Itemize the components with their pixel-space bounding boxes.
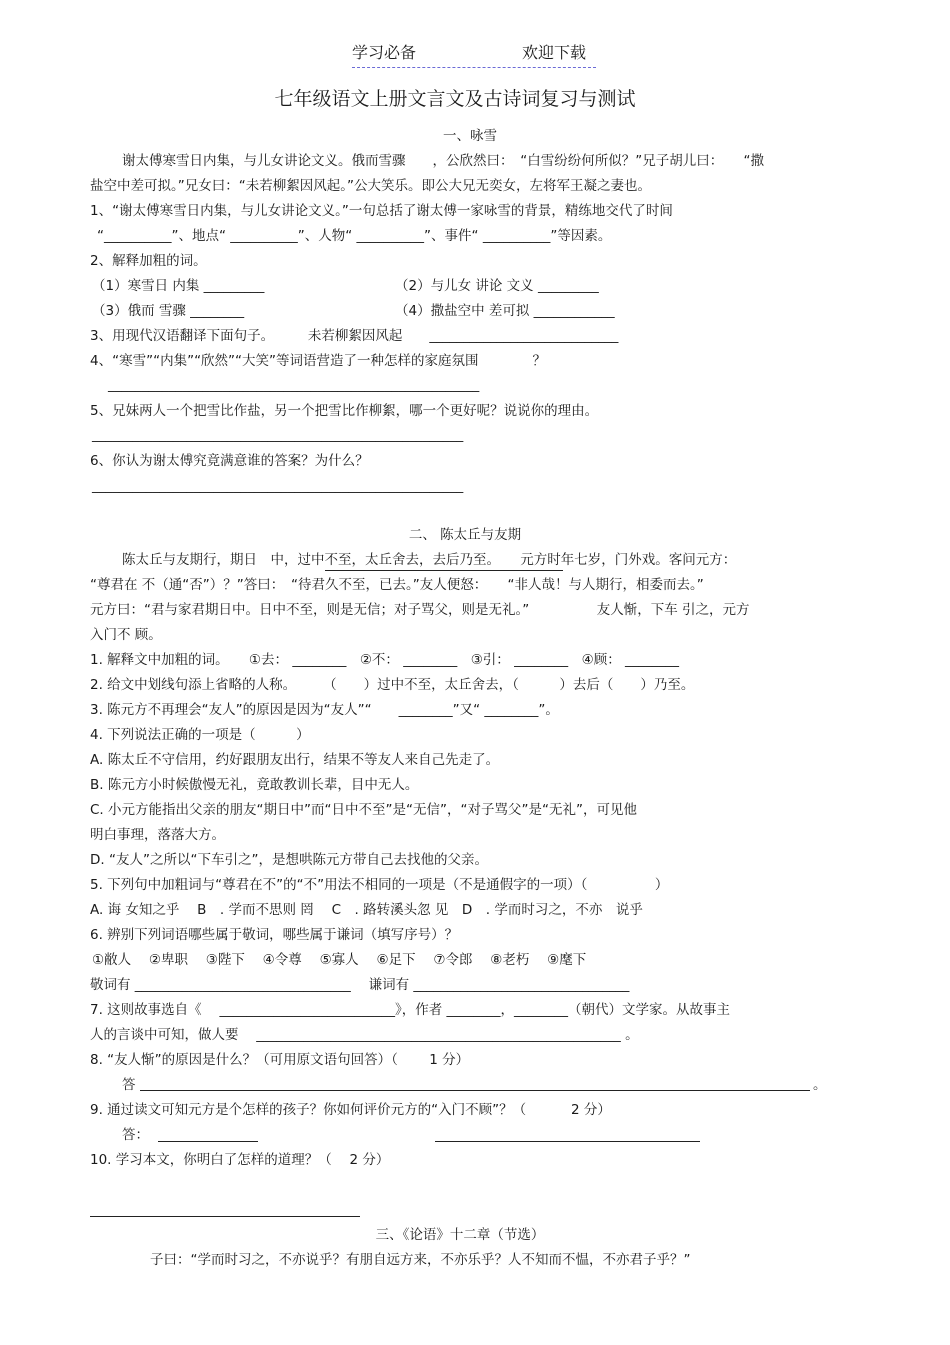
s2-q6-word-list: ①敝人 ②卑职 ③陛下 ④令尊 ⑤寡人 ⑥足下 ⑦令郎 ⑧老朽 ⑨麾下 <box>92 952 587 968</box>
section1-heading: 一、咏雪 <box>443 128 497 144</box>
s2-q5: 5. 下列句中加粗词与“尊君在不”的“不”用法不相同的一项是（不是通假字的一项）（ ） <box>90 877 669 893</box>
section3-para-line1: 子曰：“学而时习之，不亦说乎？有朋自远方来，不亦乐乎？人不知而不愠，不亦君子乎？” <box>150 1252 691 1268</box>
s2-q7-line1: 7. 这则故事选自《 __________________________》，作者 ________，________（朝代）文学家。从故事主 <box>90 1002 731 1018</box>
s1-q2-item2: （2）与儿女 讲论 文义 _________ <box>395 278 599 294</box>
section1-para-line1: 谢太傅寒雪日内集，与儿女讲论文义。俄而雪骤 ，公欣然曰： “白雪纷纷何所似？”兄子胡儿曰： “撒 <box>122 153 764 169</box>
s1-q4-answer-line[interactable]: _______________________________________________________ <box>108 377 480 393</box>
s1-q2-item3: （3）俄而 雪骤 ________ <box>92 303 245 319</box>
s1-q3: 3、用现代汉语翻译下面句子。 未若柳絮因风起 ____________________________ <box>90 328 619 344</box>
s2-q6-answer[interactable]: 敬词有 ________________________________ 谦词有 ________________________________ <box>90 977 630 993</box>
s2-q4-option-c-line2: 明白事理，落落大方。 <box>90 827 225 843</box>
section2-para-line4: 入门不 顾。 <box>90 627 162 643</box>
s1-q5-answer-line[interactable]: _______________________________________________________ <box>92 427 464 443</box>
s2-q4: 4. 下列说法正确的一项是（ ） <box>90 727 310 743</box>
s1-q5: 5、兄妹两人一个把雪比作盐，另一个把雪比作柳絮，哪一个更好呢？说说你的理由。 <box>90 403 599 419</box>
s1-q2: 2、解释加粗的词。 <box>90 253 207 269</box>
s1-q6-answer-line[interactable]: _______________________________________________________ <box>92 478 464 494</box>
s2-q9: 9. 通过读文可知元方是个怎样的孩子？你如何评价元方的“入门不顾”？（ 2 分） <box>90 1102 611 1118</box>
underlined-sentence-mark <box>325 570 563 571</box>
s1-q6: 6、你认为谢太傅究竟满意谁的答案？为什么？ <box>90 453 369 469</box>
s1-q1-line2: “__________”、地点“ __________”、人物“ __________”、事件“ __________”等因素。 <box>97 228 612 244</box>
s1-q4: 4、“寒雪”“内集”“欣然”“大笑”等词语营造了一种怎样的家庭氛围 ？ <box>90 353 547 369</box>
s2-q8-answer-end: 。 <box>813 1077 827 1093</box>
header-right: 欢迎下载 <box>522 43 587 62</box>
s2-q4-option-d: D. “友人”之所以“下车引之”，是想哄陈元方带自己去找他的父亲。 <box>90 852 488 868</box>
section2-heading: 二、 陈太丘与友期 <box>408 527 522 543</box>
s2-q8: 8. “友人惭”的原因是什么？（可用原文语句回答）（ 1 分） <box>90 1052 470 1068</box>
section2-para-line1: 陈太丘与友期行，期日 中，过中不至，太丘舍去，去后乃至。 元方时年七岁，门外戏。客问元方： <box>122 552 737 568</box>
s2-q10-answer-line[interactable] <box>90 1216 360 1217</box>
s2-q8-answer-line[interactable] <box>140 1090 810 1091</box>
s1-q2-item4: （4）撒盐空中 差可拟 ____________ <box>395 303 615 319</box>
s2-q8-answer-label: 答 <box>122 1077 136 1093</box>
s2-q5-options: A. 诲 女知之乎 B . 学而不思则 罔 C . 路转溪头忽 见 D . 学而时习之，不亦 说乎 <box>90 902 643 918</box>
s2-q4-option-c-line1: C. 小元方能指出父亲的朋友“期日中”而“日中不至”是“无信”，“对子骂父”是“无礼”，可见他 <box>90 802 637 818</box>
section2-para-line2: “尊君在 不（通“否”）？”答曰： “待君久不至，已去。”友人便怒： “非人哉！与人期行，相委而去。” <box>90 577 704 593</box>
s2-q4-option-a: A. 陈太丘不守信用，约好跟朋友出行，结果不等友人来自己先走了。 <box>90 752 500 768</box>
s2-q3: 3. 陈元方不再理会“友人”的原因是因为“友人”“ ________”又“ ________”。 <box>90 702 559 718</box>
s2-q9-answer-label: 答： <box>122 1127 149 1143</box>
s1-q1-line1: 1、“谢太傅寒雪日内集，与儿女讲论文义。”一句总括了谢太傅一家咏雪的背景，精练地交代了时间 <box>90 203 673 219</box>
s2-q9-answer-line-1[interactable] <box>158 1141 258 1142</box>
header-divider <box>352 67 596 68</box>
s2-q1: 1. 解释文中加粗的词。 ①去： ________ ②不： ________ ③引： ________ ④顾： ________ <box>90 652 679 668</box>
s2-q7-line2: 人的言谈中可知，做人要 ______________________________________________________ 。 <box>90 1027 639 1043</box>
section1-para-line2: 盐空中差可拟。”兄女曰：“未若柳絮因风起。”公大笑乐。即公大兄无奕女，左将军王凝之妻也。 <box>90 178 651 194</box>
s2-q9-answer-line-2[interactable] <box>435 1141 700 1142</box>
page-title: 七年级语文上册文言文及古诗词复习与测试 <box>274 88 636 110</box>
s2-q2: 2. 给文中划线句添上省略的人称。 （ ）过中不至，太丘舍去，（ ）去后（ ）乃至。 <box>90 677 695 693</box>
s2-q6: 6. 辨别下列词语哪些属于敬词，哪些属于谦词（填写序号）？ <box>90 927 459 943</box>
section3-heading: 三、《论语》十二章（节选） <box>375 1227 545 1243</box>
section2-para-line3: 元方曰：“君与家君期日中。日中不至，则是无信；对子骂父，则是无礼。” 友人惭，下车 引之，元方 <box>90 602 750 618</box>
header-left: 学习必备 <box>352 43 417 62</box>
s1-q2-item1: （1）寒雪日 内集 _________ <box>92 278 265 294</box>
s2-q4-option-b: B. 陈元方小时候傲慢无礼，竟敢教训长辈，目中无人。 <box>90 777 419 793</box>
s2-q10: 10. 学习本文，你明白了怎样的道理？（ 2 分） <box>90 1152 390 1168</box>
